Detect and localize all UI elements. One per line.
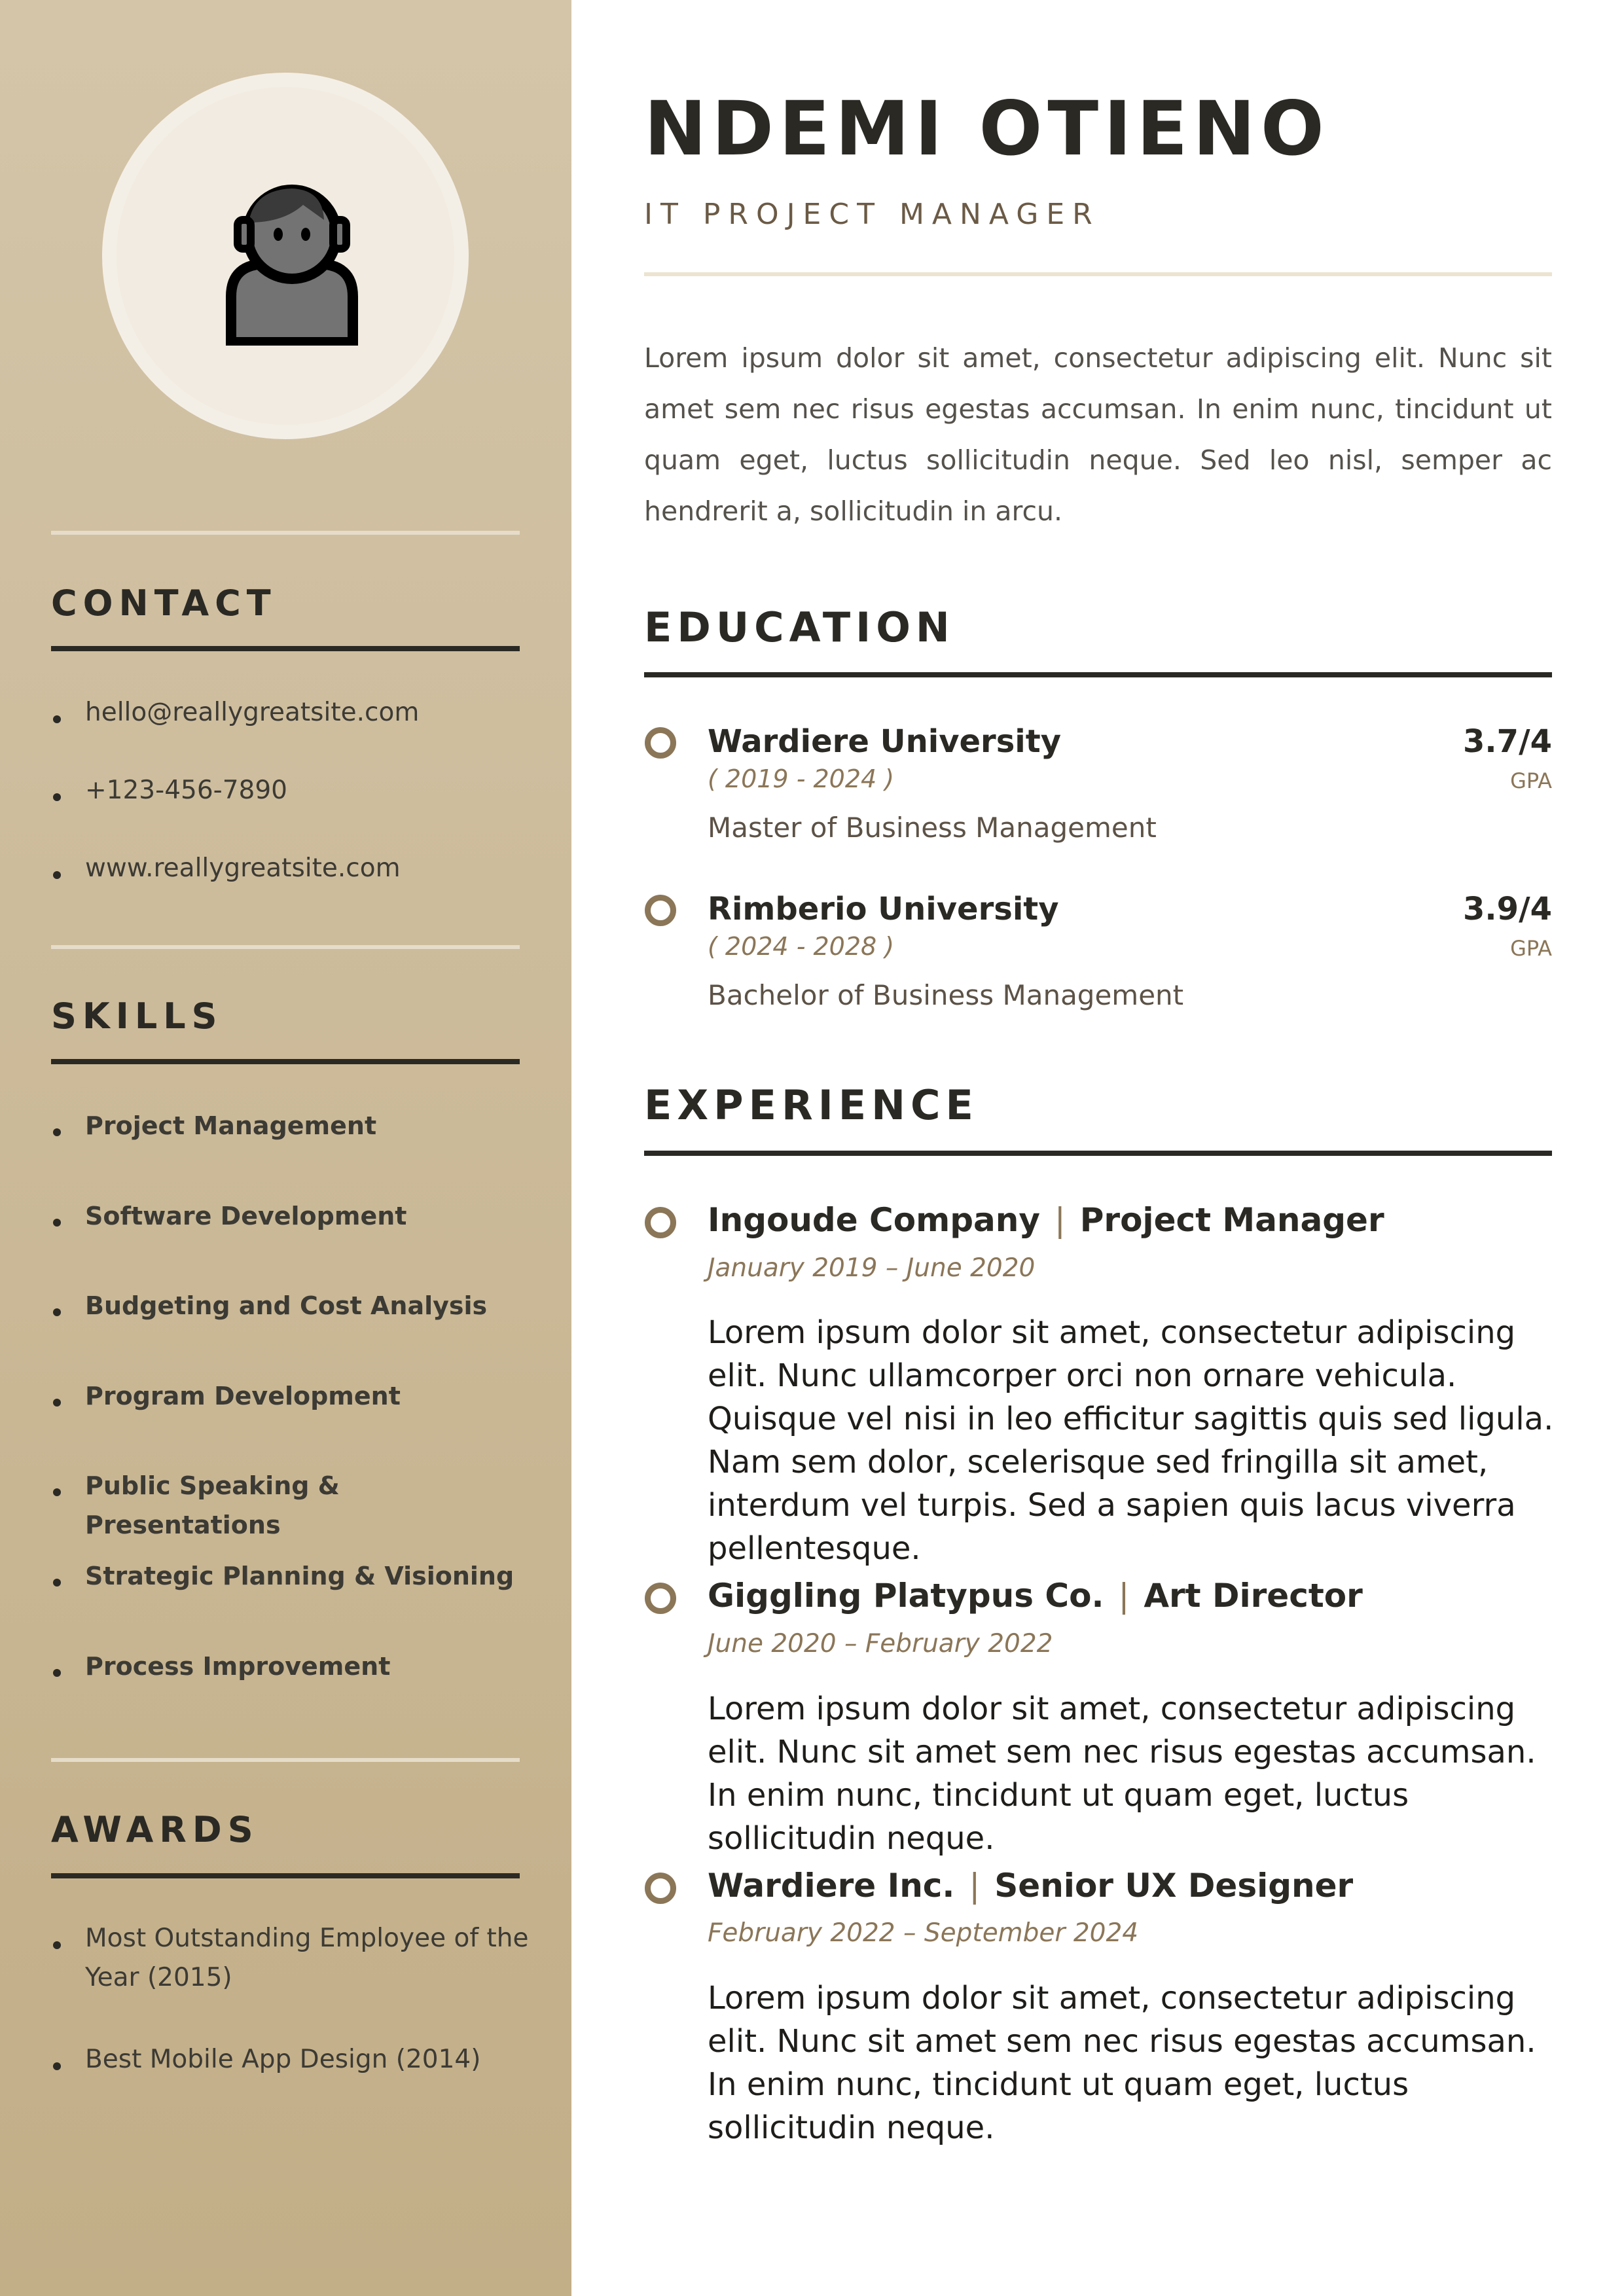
divider (51, 1873, 520, 1878)
company-name: Ingoude Company (708, 1201, 1040, 1239)
experience-heading: EXPERIENCE (644, 1081, 979, 1129)
contact-phone[interactable]: +123-456-7890 (51, 771, 522, 810)
contact-website[interactable]: www.reallygreatsite.com (51, 849, 522, 888)
timeline-circle-icon (645, 1873, 676, 1904)
gpa-value: 3.7/4 (1463, 723, 1552, 760)
job-role: Art Director (1144, 1577, 1363, 1615)
job-dates: February 2022 – September 2024 (708, 1918, 1139, 1948)
divider (51, 945, 520, 949)
job-description: Lorem ipsum dolor sit amet, consectetur adipiscing elit. Nunc ullamcorper orci non ornare vehicula. Quisque vel nisi in leo efficitur sagittis quis sed ligula. Nam sem dolor, scelerisque sed fringilla sit amet, interdum vel turpis. Sed a sapien quis lacus viverra pellentesque. (708, 1314, 1554, 1567)
skill-item: Budgeting and Cost Analysis (51, 1286, 522, 1325)
job-heading (708, 1867, 1353, 1905)
skill-item: Project Management (51, 1106, 522, 1145)
education-heading: EDUCATION (644, 603, 955, 651)
skill-item: Strategic Planning & Visioning (51, 1556, 522, 1596)
award-item: Best Mobile App Design (2014) (51, 2040, 522, 2079)
job-description: Lorem ipsum dolor sit amet, consectetur adipiscing elit. Nunc sit amet sem nec risus egestas accumsan. In enim nunc, tincidunt ut quam eget, luctus sollicitudin neque. (708, 1691, 1536, 1857)
skill-item: Software Development (51, 1196, 522, 1236)
award-item: Most Outstanding Employee of the Year (2015) (51, 1919, 535, 1998)
job-role: Project Manager (1079, 1201, 1384, 1239)
awards-heading: AWARDS (51, 1809, 259, 1850)
timeline-circle-icon (645, 895, 676, 926)
degree: Master of Business Management (708, 812, 1157, 844)
job-dates: June 2020 – February 2022 (708, 1629, 1053, 1659)
company-name: Wardiere Inc. (708, 1867, 955, 1905)
gpa-label: GPA (1510, 768, 1552, 793)
degree: Bachelor of Business Management (708, 979, 1184, 1011)
job-description: Lorem ipsum dolor sit amet, consectetur adipiscing elit. Nunc sit amet sem nec risus egestas accumsan. In enim nunc, tincidunt ut quam eget, luctus sollicitudin neque. (708, 1980, 1536, 2146)
timeline-circle-icon (645, 727, 676, 759)
job-dates: January 2019 – June 2020 (708, 1253, 1036, 1283)
person-icon (225, 182, 359, 346)
separator: | (1054, 1201, 1066, 1239)
school-years: ( 2024 - 2028 ) (708, 932, 895, 961)
job-heading (708, 1577, 1363, 1615)
job-title: IT PROJECT MANAGER (644, 198, 1100, 231)
divider (51, 531, 520, 535)
divider (644, 1151, 1552, 1156)
divider (51, 646, 520, 651)
separator: | (1118, 1577, 1130, 1615)
job-heading (708, 1201, 1384, 1239)
skill-item: Public Speaking & Presentations (51, 1466, 522, 1545)
divider (51, 1059, 520, 1064)
divider (51, 1758, 520, 1762)
divider (644, 272, 1552, 276)
avatar (102, 73, 469, 439)
job-role: Senior UX Designer (994, 1867, 1354, 1905)
separator: | (969, 1867, 981, 1905)
gpa-value: 3.9/4 (1463, 891, 1552, 927)
school-name: Rimberio University (708, 891, 1059, 927)
timeline-circle-icon (645, 1207, 676, 1238)
person-name: NDEMI OTIENO (644, 85, 1329, 172)
gpa-label: GPA (1510, 936, 1552, 961)
skill-item: Process Improvement (51, 1647, 522, 1686)
skills-heading: SKILLS (51, 996, 223, 1037)
company-name: Giggling Platypus Co. (708, 1577, 1104, 1615)
school-name: Wardiere University (708, 723, 1061, 760)
skill-item: Program Development (51, 1376, 522, 1416)
school-years: ( 2019 - 2024 ) (708, 764, 895, 793)
divider (644, 672, 1552, 677)
timeline-circle-icon (645, 1583, 676, 1614)
contact-email[interactable]: hello@reallygreatsite.com (51, 693, 522, 732)
profile-summary: Lorem ipsum dolor sit amet, consectetur adipiscing elit. Nunc sit amet sem nec risus egestas accumsan. In enim nunc, tincidunt ut quam eget, luctus sollicitudin neque. Sed leo nisl, semper ac hendrerit a, sollicitudin in arcu. (644, 342, 1552, 527)
contact-heading: CONTACT (51, 583, 277, 624)
